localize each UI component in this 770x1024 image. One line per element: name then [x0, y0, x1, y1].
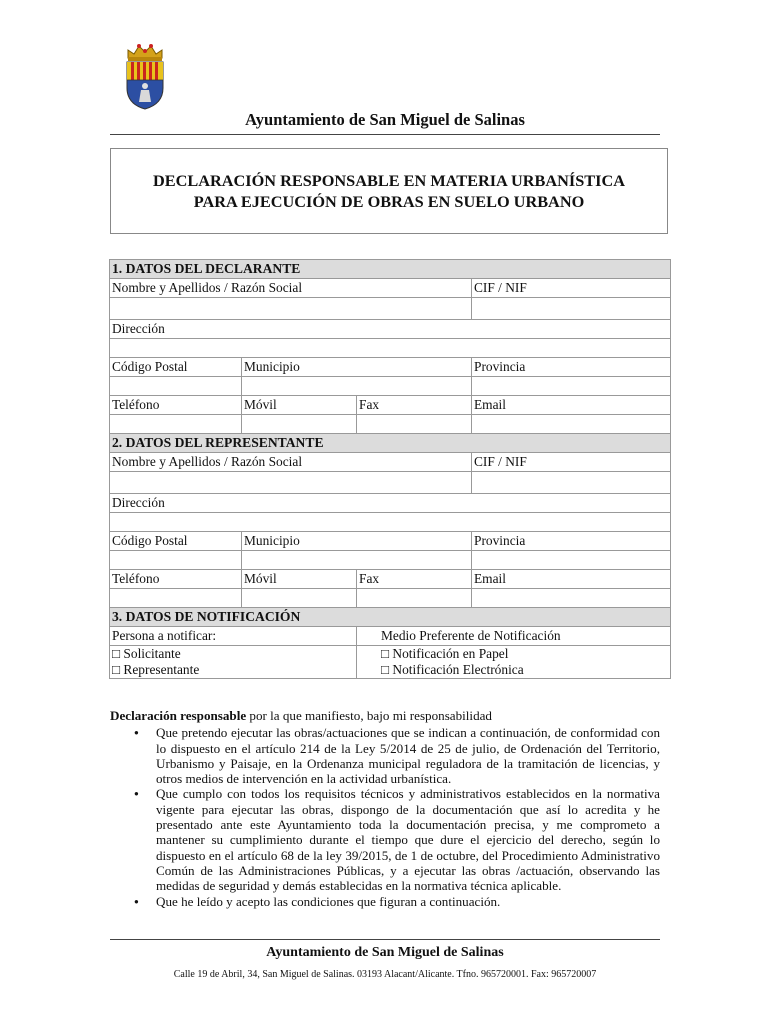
s1-fax-label: Fax: [357, 396, 472, 415]
declaration-intro-bold: Declaración responsable: [110, 708, 247, 723]
s2-email-label: Email: [472, 570, 671, 589]
s1-movil-label: Móvil: [242, 396, 357, 415]
s1-municipio-label: Municipio: [242, 358, 472, 377]
s2-cp-field[interactable]: [110, 551, 242, 570]
s1-fax-field[interactable]: [357, 415, 472, 434]
notificacion-papel-checkbox[interactable]: □ Notificación en Papel: [381, 646, 509, 661]
s2-provincia-field[interactable]: [472, 551, 671, 570]
footer-address: Calle 19 de Abril, 34, San Miguel de Salinas. 03193 Alacant/Alicante. Tfno. 965720001. Fax: 965720007: [173, 969, 597, 980]
s2-provincia-label: Provincia: [472, 532, 671, 551]
document-title-box: [110, 148, 668, 234]
header-title: Ayuntamiento de San Miguel de Salinas: [245, 110, 525, 129]
declaration-item: ● Que pretendo ejecutar las obras/actuaciones que se indican a continuación, de conformidad con lo dispuesto en el artículo 214 de la Ley 5/2014 de 25 de julio, de Ordenación del Territorio, Urbanismo y Paisaje, en la Ordenanza municipal reguladora de la tramitación de licencias, y otros medios de intervención en la actividad urbanística.: [156, 725, 660, 786]
s1-telefono-label: Teléfono: [110, 396, 242, 415]
header-divider: [110, 134, 660, 135]
s2-fax-label: Fax: [357, 570, 472, 589]
footer-title: Ayuntamiento de San Miguel de Salinas: [266, 945, 504, 960]
s2-direccion-field[interactable]: [110, 513, 671, 532]
solicitante-checkbox[interactable]: □ Solicitante: [112, 646, 181, 661]
s1-provincia-field[interactable]: [472, 377, 671, 396]
document-title-line2: PARA EJECUCIÓN DE OBRAS EN SUELO URBANO: [193, 192, 585, 211]
s1-telefono-field[interactable]: [110, 415, 242, 434]
s1-cif-label: CIF / NIF: [472, 279, 671, 298]
document-title-line1: DECLARACIÓN RESPONSABLE EN MATERIA URBANÍSTICA: [153, 171, 625, 190]
s1-direccion-field[interactable]: [110, 339, 671, 358]
s1-movil-field[interactable]: [242, 415, 357, 434]
s1-email-field[interactable]: [472, 415, 671, 434]
s2-telefono-field[interactable]: [110, 589, 242, 608]
s3-medio-label: Medio Preferente de Notificación: [357, 627, 671, 646]
s2-movil-field[interactable]: [242, 589, 357, 608]
s3-persona-options: [110, 646, 357, 679]
s1-nombre-label: Nombre y Apellidos / Razón Social: [110, 279, 472, 298]
s3-persona-label: Persona a notificar:: [110, 627, 357, 646]
s2-fax-field[interactable]: [357, 589, 472, 608]
declaration-block: [110, 708, 660, 909]
s2-telefono-label: Teléfono: [110, 570, 242, 589]
s1-municipio-field[interactable]: [242, 377, 472, 396]
section2-title: 2. DATOS DEL REPRESENTANTE: [110, 434, 671, 453]
representante-checkbox[interactable]: □ Representante: [112, 662, 200, 677]
s2-direccion-label: Dirección: [110, 494, 671, 513]
section3-title: 3. DATOS DE NOTIFICACIÓN: [110, 608, 671, 627]
notificacion-electronica-checkbox[interactable]: □ Notificación Electrónica: [381, 662, 524, 677]
declaration-intro: [110, 708, 660, 723]
section1-title: 1. DATOS DEL DECLARANTE: [110, 260, 671, 279]
s1-direccion-label: Dirección: [110, 320, 671, 339]
s2-nombre-label: Nombre y Apellidos / Razón Social: [110, 453, 472, 472]
declaration-intro-rest: por la que manifiesto, bajo mi responsabilidad: [246, 708, 492, 723]
footer-divider: [110, 939, 660, 940]
s1-email-label: Email: [472, 396, 671, 415]
s1-cif-field[interactable]: [472, 298, 671, 320]
s1-nombre-field[interactable]: [110, 298, 472, 320]
form-table: [109, 259, 671, 679]
declaration-item: ● Que he leído y acepto las condiciones que figuran a continuación.: [156, 894, 660, 909]
declaration-list: [110, 725, 660, 909]
s2-municipio-field[interactable]: [242, 551, 472, 570]
s2-cif-field[interactable]: [472, 472, 671, 494]
s1-cp-label: Código Postal: [110, 358, 242, 377]
s2-nombre-field[interactable]: [110, 472, 472, 494]
s3-medio-options: [357, 646, 671, 679]
s1-provincia-label: Provincia: [472, 358, 671, 377]
s2-municipio-label: Municipio: [242, 532, 472, 551]
s1-cp-field[interactable]: [110, 377, 242, 396]
s2-cif-label: CIF / NIF: [472, 453, 671, 472]
s2-movil-label: Móvil: [242, 570, 357, 589]
declaration-item: ● Que cumplo con todos los requisitos técnicos y administrativos establecidos en la normativa vigente para ejecutar las obras, dispongo de la documentación que así lo acredita y he presentado ante este Ayuntamiento toda la documentación precisa, y me comprometo a mantener su cumplimiento durante el tiempo que dure el ejercicio del derecho, según lo dispuesto en el artículo 68 de la ley 39/2015, de 1 de octubre, del Procedimiento Administrativo Común de las Administraciones Públicas, y a ejecutar las obras /actuación, observando las medidas de seguridad y demás establecidas en la normativa técnica aplicable.: [156, 786, 660, 893]
coat-of-arms-icon: [122, 42, 168, 110]
s2-email-field[interactable]: [472, 589, 671, 608]
s2-cp-label: Código Postal: [110, 532, 242, 551]
